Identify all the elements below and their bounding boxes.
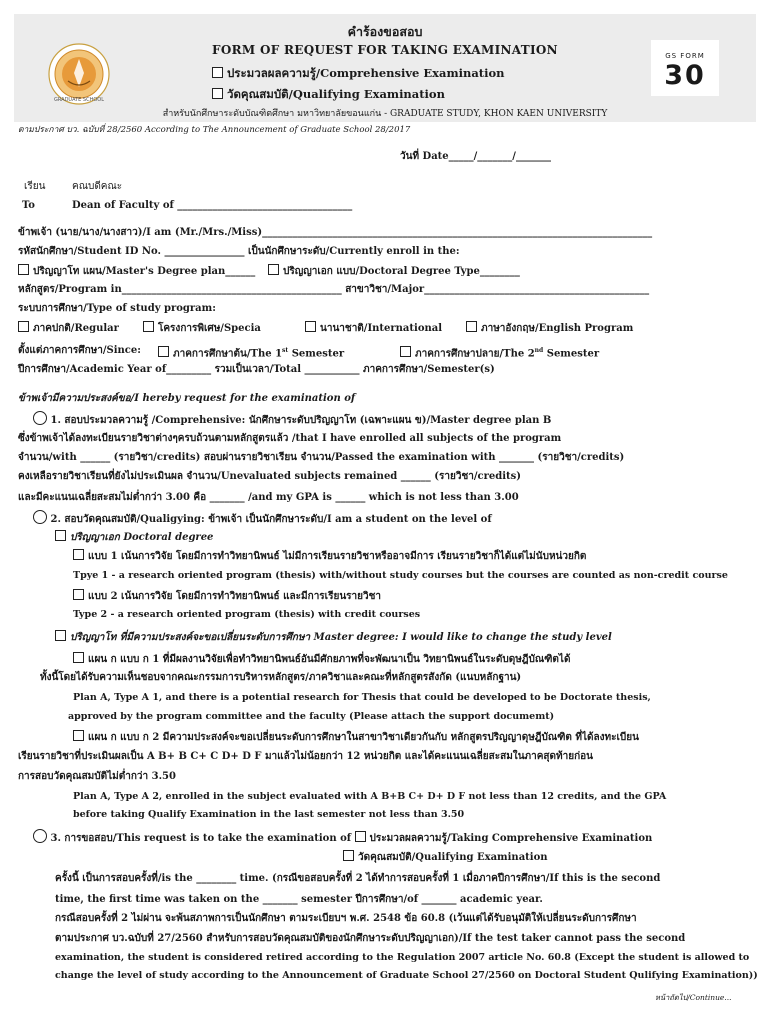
comprehensive-radio[interactable] [33, 411, 47, 425]
plan-a2-english-1: Plan A, Type A 2, enrolled in the subject evaluated with A B+B C+ D+ D F not less than 12 credits, and the GPA [73, 791, 667, 802]
form-title-english: FORM OF REQUEST FOR TAKING EXAMINATION [212, 43, 558, 57]
study-program-heading: ระบบการศึกษา/Type of study program: [18, 303, 216, 314]
qualifying-option-label: วัดคุณสมบัติ/Qualifying Examination [227, 87, 445, 101]
doctoral-type2-option[interactable] [73, 589, 381, 603]
english-program-checkbox[interactable] [466, 321, 477, 332]
comprehensive-request-option[interactable] [33, 411, 551, 427]
regular-label: ภาคปกติ/Regular [33, 323, 119, 334]
taking-comprehensive-checkbox[interactable] [355, 831, 366, 842]
gs-form-badge [651, 40, 719, 96]
master-change-checkbox[interactable] [55, 630, 66, 641]
first-semester-label: ภาคการศึกษาต้น/The 1 [173, 348, 283, 360]
english-program-option[interactable] [466, 321, 633, 335]
exam-type-request-title: 3. การขอสอบ/This request is to take the examination of [50, 833, 352, 844]
doctoral-degree-label: ปริญญาเอก แบบ/Doctoral Degree Type________ [283, 266, 520, 277]
second-semester-option[interactable] [400, 344, 599, 360]
qualifying-request-title: 2. สอบวัดคุณสมบัติ/Qualigying: ข้าพเจ้า เป็นนักศึกษาระดับ/I am a student on the level of [50, 514, 492, 525]
retirement-rule-text-1: กรณีสอบครั้งที่ 2 ไม่ผ่าน จะพ้นสภาพการเป็นนักศึกษา ตามระเบียบฯ พ.ศ. 2548 ข้อ 60.8 (เว้นแต่ได้รับอนุมัติให้เปลี่ยนระดับการศึกษา [55, 913, 637, 924]
taking-comprehensive-label: ประมวลผลความรู้/Taking Comprehensive Examination [369, 833, 653, 844]
master-change-label: ปริญญาโท ที่มีความประสงค์จะขอเปลี่ยนระดับการศึกษา Master degree: I would like to change the study level [70, 632, 612, 643]
comprehensive-option[interactable] [212, 65, 505, 83]
comprehensive-checkbox[interactable] [212, 67, 223, 78]
plan-a1-option[interactable] [73, 652, 570, 666]
applicant-name-field[interactable]: ข้าพเจ้า (นาย/นาง/นางสาว)/I am (Mr./Mrs./Miss)______________________________________________________________________________ [18, 227, 653, 238]
second-semester-checkbox[interactable] [400, 346, 411, 357]
doctoral-type1-label: แบบ 1 เน้นการวิจัย โดยมีการทำวิทยานิพนธ์ ไม่มีการเรียนรายวิชาหรืออาจมีการ เรียนรายวิชาก็ได้แต่ไม่นับหน่วยกิต [88, 551, 587, 562]
continue-note: หน้าถัดไป/Continue... [655, 993, 732, 1002]
doctoral-type1-english: Tpye 1 - a research oriented program (thesis) with/without study courses but the courses are counted as non-credit course [73, 570, 728, 581]
masters-degree-label: ปริญญาโท แผน/Master's Degree plan______ [33, 266, 256, 277]
second-semester-sup: nd [534, 347, 544, 354]
special-checkbox[interactable] [143, 321, 154, 332]
comprehensive-request-title: 1. สอบประมวลความรู้ /Comprehensive: นักศึกษาระดับปริญญาโท (เฉพาะแผน ข)/Master degree plan B [50, 415, 552, 426]
to-label-thai: เรียน [24, 181, 46, 192]
gs-form-number: 30 [664, 60, 706, 91]
doctoral-choice-label: ปริญญาเอก Doctoral degree [70, 532, 214, 543]
master-change-level-choice[interactable] [55, 630, 612, 644]
enrolled-subjects-text: ซึ่งข้าพเจ้าได้ลงทะเบียนรายวิชาต่างๆครบถ้วนตามหลักสูตรแล้ว /that I have enrolled all subjects of the program [18, 433, 562, 444]
doctoral-type1-option[interactable] [73, 549, 586, 563]
unevaluated-subjects-field[interactable]: คงเหลือรายวิชาเรียนที่ยังไม่ประเมินผล จำนวน/Unevaluated subjects remained ______ (รายวิชา/credits) [18, 471, 521, 482]
doctoral-degree-choice[interactable] [55, 530, 213, 544]
retirement-rule-text-2: ตามประกาศ บว.ฉบับที่ 27/2560 สำหรับการสอบวัดคุณสมบัติของนักศึกษาระดับปริญญาเอก)/If the test taker cannot pass the second [55, 933, 686, 944]
gs-form-label: GS FORM [665, 52, 705, 60]
date-field[interactable]: วันที่ Date_____/_______/_______ [400, 151, 551, 162]
attempt-number-field[interactable]: ครั้งนี้ เป็นการสอบครั้งที่/is the ________ time. (กรณีขอสอบครั้งที่ 2 ได้ทำการสอบครั้งที่ 1 เมื่อภาคปีการศึกษา/If this is the second [55, 873, 661, 884]
doctoral-degree-checkbox[interactable] [268, 264, 279, 275]
plan-a2-english-2: before taking Qualify Examination in the last semester not less than 3.50 [73, 809, 465, 820]
plan-a1-approval-text: ทั้งนี้โดยได้รับความเห็นชอบจากคณะกรรมการบริหารหลักสูตร/ภาควิชาและคณะที่หลักสูตรสังกัด (แนบหลักฐาน) [40, 672, 522, 683]
plan-a2-text-3: การสอบวัดคุณสมบัติไม่ต่ำกว่า 3.50 [18, 771, 176, 782]
first-semester-suffix: Semester [291, 348, 345, 360]
special-label: โครงการพิเศษ/Specia [158, 323, 261, 334]
retirement-rule-english-1: examination, the student is considered retired according to the Regulation 2007 article No. 60.8 (Except the student is allowed to [55, 952, 750, 963]
second-semester-suffix: Semester [546, 348, 600, 360]
international-checkbox[interactable] [305, 321, 316, 332]
comprehensive-option-label: ประมวลผลความรู้/Comprehensive Examination [227, 66, 505, 80]
doctoral-choice-checkbox[interactable] [55, 530, 66, 541]
doctoral-type1-checkbox[interactable] [73, 549, 84, 560]
regular-checkbox[interactable] [18, 321, 29, 332]
doctoral-degree-option[interactable] [268, 264, 520, 278]
doctoral-type2-checkbox[interactable] [73, 589, 84, 600]
first-semester-option[interactable] [158, 344, 344, 360]
student-id-field[interactable]: รหัสนักศึกษา/Student ID No. ________________ เป็นนักศึกษาระดับ/Currently enroll in the: [18, 246, 460, 257]
masters-degree-option[interactable] [18, 264, 255, 278]
doctoral-type2-label: แบบ 2 เน้นการวิจัย โดยมีการทำวิทยานิพนธ์ และมีการเรียนรายวิชา [88, 591, 382, 602]
qualifying-option[interactable] [212, 86, 445, 104]
plan-a1-label: แผน ก แบบ ก 1 ที่มีผลงานวิจัยเพื่อทำวิทยานิพนธ์อันมีศักยภาพที่จะพัฒนาเป็น วิทยานิพนธ์ในระดับดุษฎีบัณฑิตได้ [88, 654, 571, 665]
international-option[interactable] [305, 321, 442, 335]
plan-a2-text-2: เรียนรายวิชาที่ประเมินผลเป็น A B+ B C+ C D+ D F มาแล้วไม่น้อยกว่า 12 หน่วยกิต และได้คะแนนเฉลี่ยสะสมในภาคสุดท้ายก่อน [18, 751, 593, 762]
plan-a2-label: แผน ก แบบ ก 2 มีความประสงค์จะขอเปลี่ยนระดับการศึกษาในสาขาวิชาเดียวกันกับ หลักสูตรปริญญาดุษฎีบัณฑิต ที่ได้ลงทะเบียน [88, 732, 639, 743]
academic-year-field[interactable]: ปีการศึกษา/Academic Year of_________ รวมเป็นเวลา/Total ___________ ภาคการศึกษา/Semester(s) [18, 364, 495, 375]
second-semester-label: ภาคการศึกษาปลาย/The 2 [415, 348, 535, 360]
english-program-label: ภาษาอังกฤษ/English Program [481, 323, 634, 334]
announcement-reference: ตามประกาศ บว. ฉบับที่ 28/2560 According to The Announcement of Graduate School 28/2017 [18, 125, 411, 135]
retirement-rule-english-2: change the level of study according to the Announcement of Graduate School 27/2560 on Doctoral Student Qulifying Examination)) [55, 970, 758, 981]
plan-a1-english-1: Plan A, Type A 1, and there is a potential research for Thesis that could be developed to be Doctorate thesis, [73, 692, 651, 703]
to-value-thai: คณบดีคณะ [72, 181, 123, 192]
taking-qualifying-checkbox[interactable] [343, 850, 354, 861]
form-title-thai: คำร้องขอสอบ [347, 24, 423, 39]
plan-a1-english-2: approved by the program committee and the faculty (Please attach the support documemt) [68, 711, 555, 722]
plan-a1-checkbox[interactable] [73, 652, 84, 663]
first-attempt-field[interactable]: time, the first time was taken on the _______ semester ปีการศึกษา/of _______ academic year. [55, 894, 543, 905]
qualifying-radio[interactable] [33, 510, 47, 524]
request-heading: ข้าพเจ้ามีความประสงค์ขอ/I hereby request for the examination of [18, 393, 356, 404]
masters-degree-checkbox[interactable] [18, 264, 29, 275]
to-label-english: To [22, 200, 35, 211]
form-subtitle: สำหรับนักศึกษาระดับบัณฑิตศึกษา มหาวิทยาลัยขอนแก่น - GRADUATE STUDY, KHON KAEN UNIVERSITY [162, 109, 608, 119]
special-option[interactable] [143, 321, 261, 335]
credits-passed-field[interactable]: จำนวน/with ______ (รายวิชา/credits) สอบผ่านรายวิชาเรียน จำนวน/Passed the examination with _______ (รายวิชา/credits) [18, 452, 625, 463]
svg-text:GRADUATE SCHOOL: GRADUATE SCHOOL [54, 97, 104, 103]
plan-a2-checkbox[interactable] [73, 730, 84, 741]
international-label: นานาชาติ/International [320, 323, 443, 334]
doctoral-type2-english: Type 2 - a research oriented program (thesis) with credit courses [73, 609, 421, 620]
regular-option[interactable] [18, 321, 119, 335]
exam-type-radio[interactable] [33, 829, 47, 843]
exam-type-request-option[interactable] [33, 829, 652, 845]
qualifying-request-option[interactable] [33, 510, 492, 526]
taking-qualifying-label: วัดคุณสมบัติ/Qualifying Examination [358, 852, 548, 863]
first-semester-sup: st [282, 347, 289, 354]
first-semester-checkbox[interactable] [158, 346, 169, 357]
since-label: ตั้งแต่ภาคการศึกษา/Since: [18, 345, 141, 356]
plan-a2-option[interactable] [73, 730, 639, 744]
taking-qualifying-option[interactable] [343, 850, 548, 864]
program-major-field[interactable]: หลักสูตร/Program in____________________________________________ สาขาวิชา/Major_____________________________________________ [18, 284, 650, 295]
qualifying-checkbox[interactable] [212, 88, 223, 99]
gpa-field[interactable]: และมีคะแนนเฉลี่ยสะสมไม่ต่ำกว่า 3.00 คือ _______ /and my GPA is ______ which is not less than 3.00 [18, 492, 519, 503]
dean-of-faculty-field[interactable]: Dean of Faculty of ___________________________________ [72, 200, 353, 211]
